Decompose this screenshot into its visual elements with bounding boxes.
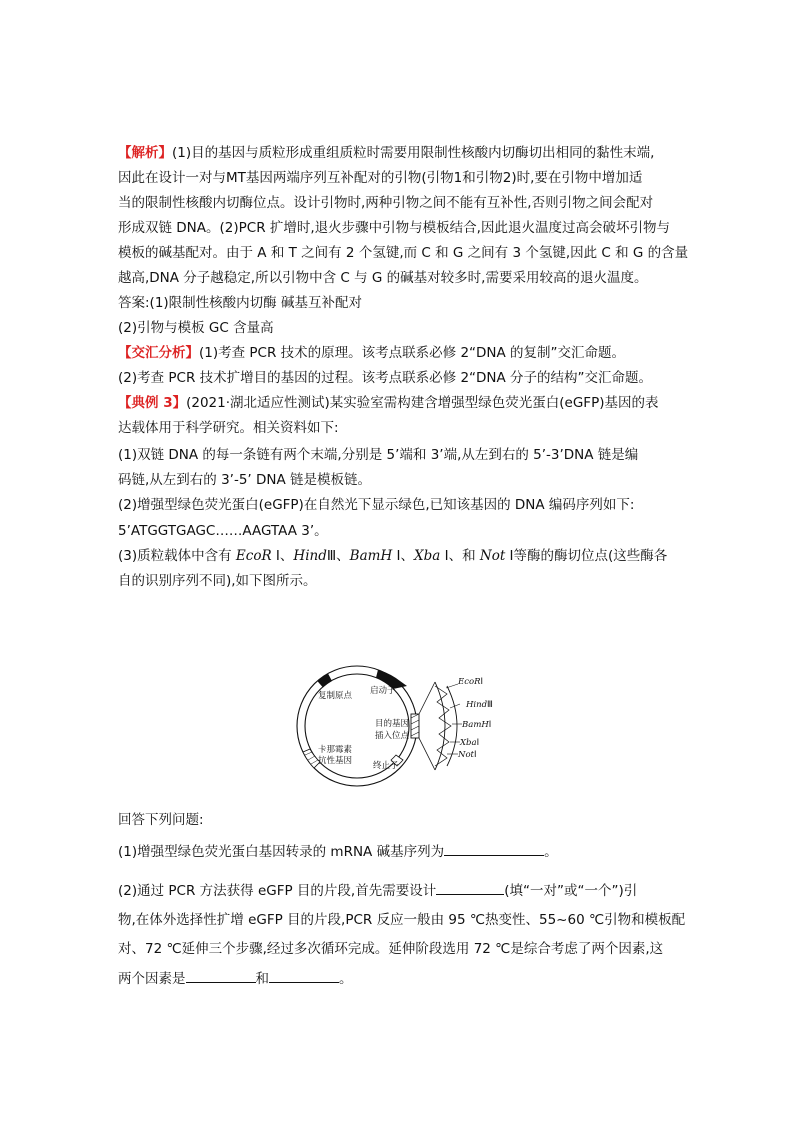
question-2-b: 物,在体外选择性扩增 eGFP 目的片段,PCR 反应一般由 95 ℃热变性、55~60 ℃引物和模板配 — [118, 912, 686, 928]
label-terminator: 终止子 — [373, 761, 399, 771]
label-ori: 复制原点 — [318, 691, 353, 701]
label-promoter: 启动子 — [370, 686, 396, 696]
answer-line-2: (2)引物与模板 GC 含量高 — [118, 320, 274, 336]
question-1: (1)增强型绿色荧光蛋白基因转录的 mRNA 碱基序列为 。 — [118, 841, 678, 862]
label-site-bamhi: BamHⅠ — [462, 720, 492, 730]
cross-line-1: 【交汇分析】(1)考查 PCR 技术的原理。该考点联系必修 2“DNA 的复制”交汇命题。 — [118, 345, 626, 361]
example-p1-a: (1)双链 DNA 的每一条链有两个末端,分别是 5’端和 3’端,从左到右的 5’-3’DNA 链是编 — [118, 447, 639, 463]
example-p2-a: (2)增强型绿色荧光蛋白(eGFP)在自然光下显示绿色,已知该基因的 DNA 编码序列如下: — [118, 497, 635, 513]
cross-tag: 【交汇分析】 — [118, 345, 199, 361]
example-line-1: 【典例 3】(2021·湖北适应性测试)某实验室需构建含增强型绿色荧光蛋白(eGFP)基因的表 — [118, 395, 659, 411]
label-insert-2: 插入位点 — [375, 731, 410, 741]
example-p3-b: 自的识别序列不同),如下图所示。 — [118, 573, 317, 589]
analysis-line-1: 【解析】(1)目的基因与质粒形成重组质粒时需要用限制性核酸内切酶切出相同的黏性末端, — [118, 145, 655, 161]
plasmid-diagram — [290, 662, 510, 790]
analysis-line-4: 形成双链 DNA。(2)PCR 扩增时,退火步骤中引物与模板结合,因此退火温度过高会破坏引物与 — [118, 220, 670, 236]
label-kan-1: 卡那霉素 — [318, 745, 353, 755]
example-tag: 【典例 3】 — [118, 395, 187, 411]
answer-blank-2[interactable] — [436, 880, 504, 895]
label-site-xbai: XbaⅠ — [460, 738, 480, 748]
analysis-line-2: 因此在设计一对与MT基因两端序列互补配对的引物(引物1和引物2)时,要在引物中增加适 — [118, 170, 643, 186]
label-site-hindiii: HindⅢ — [466, 700, 493, 710]
cross-line-2: (2)考查 PCR 技术扩增目的基因的过程。该考点联系必修 2“DNA 分子的结构”交汇命题。 — [118, 370, 653, 386]
question-2-c: 对、72 ℃延伸三个步骤,经过多次循环完成。延伸阶段选用 72 ℃是综合考虑了两个因素,这 — [118, 941, 664, 957]
analysis-line-6: 越高,DNA 分子越稳定,所以引物中含 C 与 G 的碱基对较多时,需要采用较高的退火温度。 — [118, 270, 648, 286]
example-line-2: 达载体用于科学研究。相关资料如下: — [118, 420, 339, 436]
analysis-line-5: 模板的碱基配对。由于 A 和 T 之间有 2 个氢键,而 C 和 G 之间有 3 个氢键,因此 C 和 G 的含量 — [118, 245, 689, 261]
label-site-noti: NotⅠ — [458, 750, 477, 760]
analysis-line-3: 当的限制性核酸内切酶位点。设计引物时,两种引物之间不能有互补性,否则引物之间会配对 — [118, 195, 654, 211]
answer-blank-1[interactable] — [444, 841, 544, 856]
label-insert-1: 目的基因 — [375, 719, 410, 729]
example-p3-a: (3)质粒载体中含有 EcoR Ⅰ、HindⅢ、BamH Ⅰ、Xba Ⅰ、和 Not Ⅰ等酶的酶切位点(这些酶各 — [118, 548, 668, 564]
label-kan-2: 抗性基因 — [318, 756, 353, 766]
answer-blank-3[interactable] — [186, 968, 256, 983]
example-p2-b: 5’ATGGTGAGC……AAGTAA 3’。 — [118, 523, 328, 539]
label-site-ecori: EcoRⅠ — [458, 677, 483, 687]
questions-intro: 回答下列问题: — [118, 812, 204, 828]
example-p1-b: 码链,从左到右的 3’-5’ DNA 链是模板链。 — [118, 472, 372, 488]
ori-block — [318, 674, 333, 688]
question-2-a: (2)通过 PCR 方法获得 eGFP 目的片段,首先需要设计 (填“一对”或“一个”)引 — [118, 880, 678, 901]
analysis-tag: 【解析】 — [118, 145, 172, 161]
answer-blank-4[interactable] — [269, 968, 339, 983]
mcs-box — [435, 682, 445, 770]
question-2-d: 两个因素是 和 。 — [118, 968, 678, 989]
answer-line-1: 答案:(1)限制性核酸内切酶 碱基互补配对 — [118, 295, 362, 311]
